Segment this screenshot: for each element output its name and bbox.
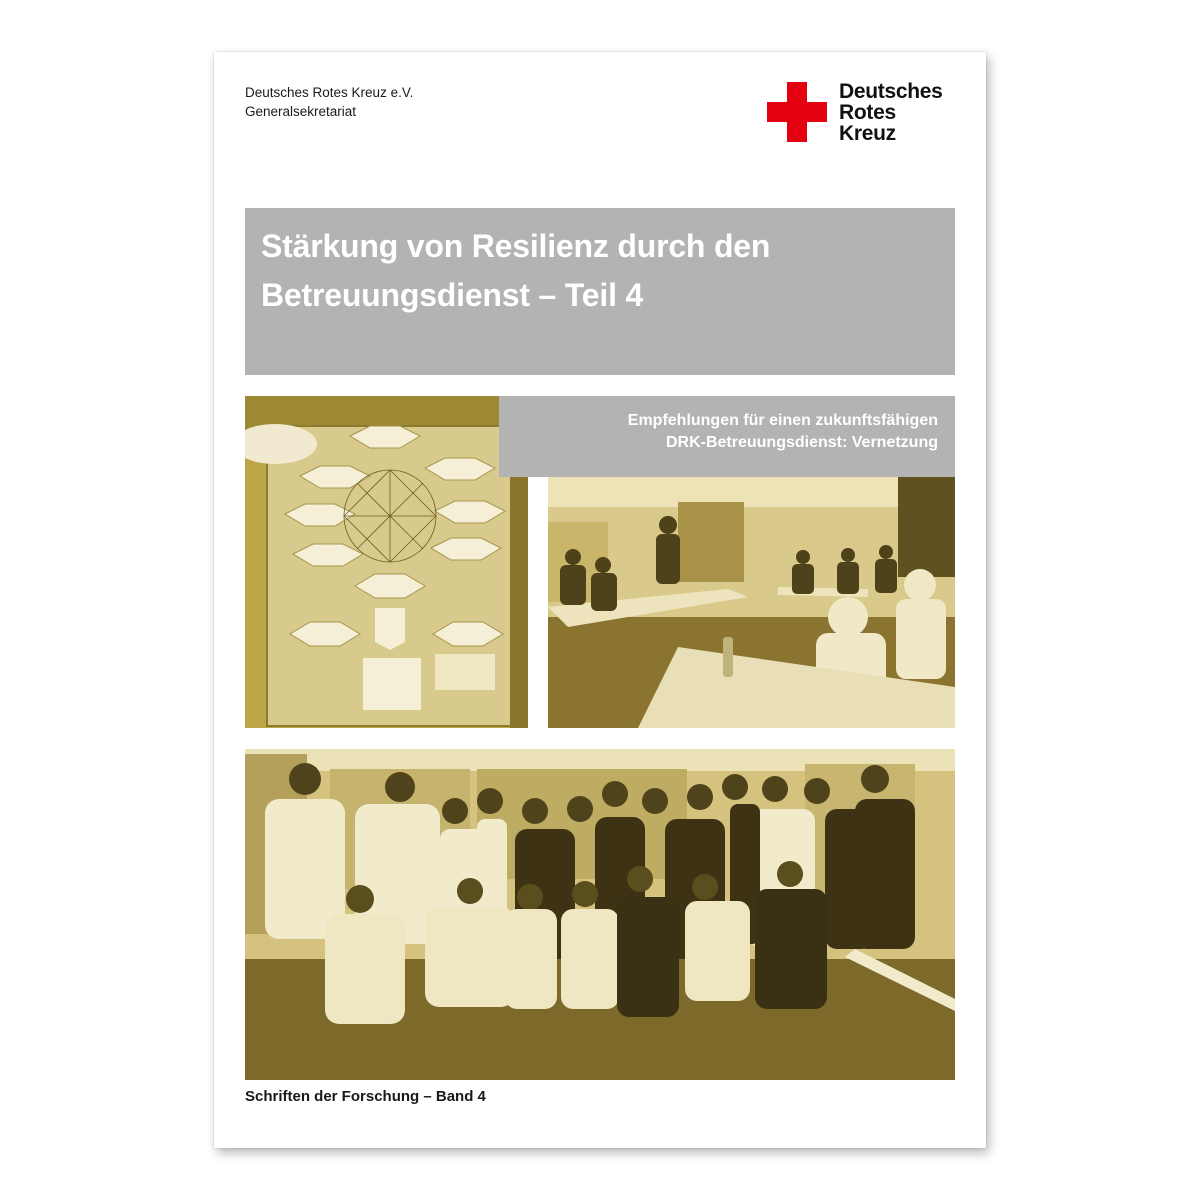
logo-wordmark <box>839 81 943 144</box>
cover-title <box>261 222 770 320</box>
brochure-cover <box>214 52 986 1148</box>
photo-group <box>245 749 955 1080</box>
publisher-department: Generalsekretariat <box>245 104 357 119</box>
drk-logo <box>767 82 967 147</box>
subtitle-box <box>499 396 955 477</box>
logo-word-3: Kreuz <box>839 122 896 145</box>
subtitle-line-2: DRK-Betreuungsdienst: Vernetzung <box>665 434 938 451</box>
logo-word-2: Rotes <box>839 101 896 124</box>
subtitle-line-1: Empfehlungen für einen zukunftsfähigen <box>627 412 938 429</box>
photo-workshop-room <box>548 477 955 728</box>
title-box <box>245 208 955 375</box>
title-line-2: Betreuungsdienst – Teil 4 <box>261 277 644 313</box>
series-label: Schriften der Forschung – Band 4 <box>245 1088 486 1105</box>
logo-word-1: Deutsches <box>839 80 943 103</box>
photo-flipchart-network <box>245 396 528 728</box>
title-line-1: Stärkung von Resilienz durch den <box>261 228 771 264</box>
cover-subtitle <box>628 410 938 454</box>
publisher-block <box>245 83 413 121</box>
red-cross-icon <box>767 82 827 142</box>
publisher-name: Deutsches Rotes Kreuz e.V. <box>245 85 414 100</box>
